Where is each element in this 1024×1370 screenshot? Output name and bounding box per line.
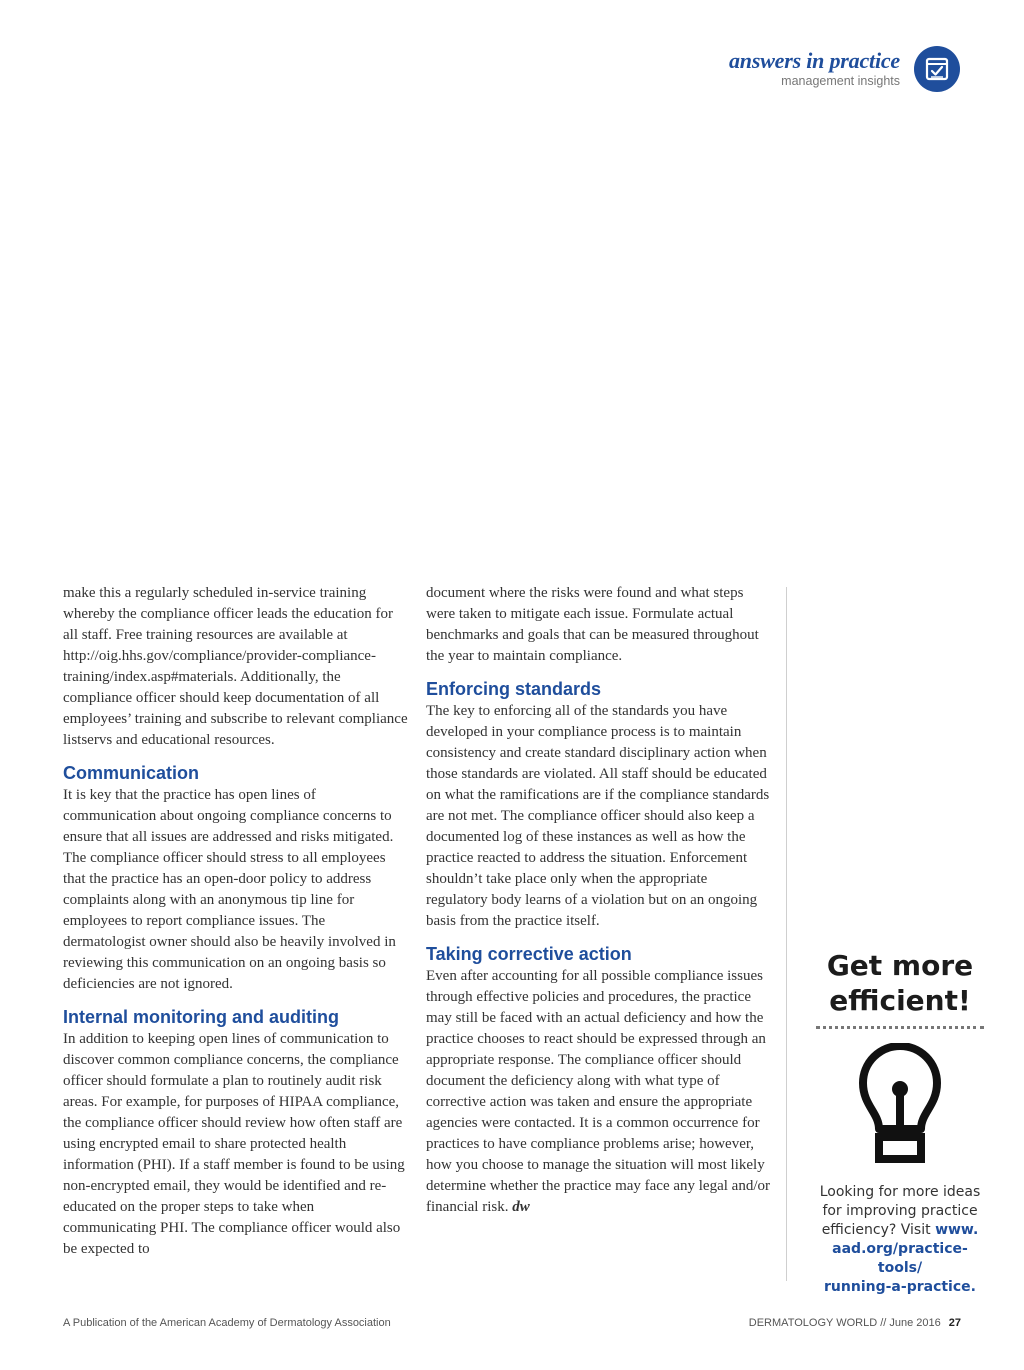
col2-intro-paragraph: document where the risks were found and what steps were taken to mitigate each issue. Formulate actual benchmarks and goals that can be measured throughout the year to maintain compliance.	[426, 585, 759, 664]
sidebar-divider	[786, 587, 787, 1281]
heading-corrective-action: Taking corrective action	[426, 944, 632, 964]
section-header	[729, 46, 960, 92]
sidebar-title-line2: efficient!	[829, 984, 971, 1017]
heading-communication: Communication	[63, 763, 200, 783]
footer-publication: A Publication of the American Academy of Dermatology Association	[63, 1317, 391, 1329]
lightbulb-icon	[855, 1043, 945, 1165]
dotted-divider	[816, 1026, 984, 1029]
signoff: dw	[512, 1199, 530, 1215]
checklist-icon	[914, 46, 960, 92]
footer-magazine	[749, 1317, 961, 1329]
article-column-2	[426, 583, 771, 1218]
sidebar-body	[812, 1183, 988, 1297]
col1-intro-paragraph: make this a regularly scheduled in-service training whereby the compliance officer leads the education for all staff. Free training resources are available at http://oig.hhs.gov/compliance/provider-compliance-training/index.asp#materials. Additionally, the compliance officer should keep documentation of all employees’ training and subscribe to relevant compliance listservs and educational resources.	[63, 585, 408, 748]
link-part-1: www.	[935, 1222, 979, 1238]
heading-enforcing-standards: Enforcing standards	[426, 679, 602, 699]
article-column-1	[63, 583, 408, 1260]
corrective-text: Even after accounting for all possible compliance issues through effective policies and procedures, the practice may still be faced with an actual deficiency and how the practice chooses to react should be expressed through an appropriate response. The compliance officer should document the deficiency along with what type of corrective action was taken and ensure the appropriate agencies were contacted. It is a common occurrence for practices to have compliance problems arise; however, how you choose to manage the situation will most likely determine whether the practice may face any legal and/or financial risk.	[426, 968, 770, 1215]
link-part-3: running-a-practice.	[824, 1279, 976, 1295]
heading-internal-monitoring: Internal monitoring and auditing	[63, 1007, 339, 1027]
monitoring-paragraph: In addition to keeping open lines of communication to discover common compliance concerns, the compliance officer should formulate a plan to routinely audit risk areas. For example, for purposes of HIPAA compliance, the compliance officer should review how often staff are using encrypted email to share protected health information (PHI). If a staff member is found to be using non-encrypted email, they would be identified and re-educated on the proper steps to take when communicating PHI. The compliance officer would also be expected to	[63, 1031, 405, 1257]
sidebar-callout	[812, 948, 988, 1297]
enforcing-paragraph: The key to enforcing all of the standards you have developed in your compliance process is to maintain consistency and create standard disciplinary action when those standards are violated. All staff should be educated on what the ramifications are if the compliance standards are not met. The compliance officer should also keep a documented log of these instances as well as how the practice reacted to address the situation. Enforcement shouldn’t take place only when the appropriate regulatory body learns of a violation but on an ongoing basis from the practice itself.	[426, 703, 770, 929]
section-subtitle: management insights	[781, 74, 900, 88]
section-header-text	[729, 49, 900, 89]
sidebar-text: Looking for more ideas for improving practice efficiency? Visit	[819, 1184, 981, 1238]
magazine-info: DERMATOLOGY WORLD // June 2016	[748, 1317, 941, 1329]
corrective-paragraph	[426, 966, 771, 1218]
sidebar-title-line1: Get more	[826, 949, 974, 982]
link-part-2: aad.org/practice-tools/	[832, 1241, 968, 1276]
page-number: 27	[948, 1317, 961, 1329]
communication-paragraph: It is key that the practice has open lines of communication about ongoing compliance concerns to ensure that all issues are addressed and risks mitigated. The compliance officer should stress to all employees that the practice has an open-door policy to address complaints along with an anonymous tip line for employees to report compliance issues. The dermatologist owner should also be heavily involved in reviewing this communication on an ongoing basis so deficiencies are not ignored.	[63, 787, 396, 992]
section-title: answers in practice	[729, 48, 900, 73]
